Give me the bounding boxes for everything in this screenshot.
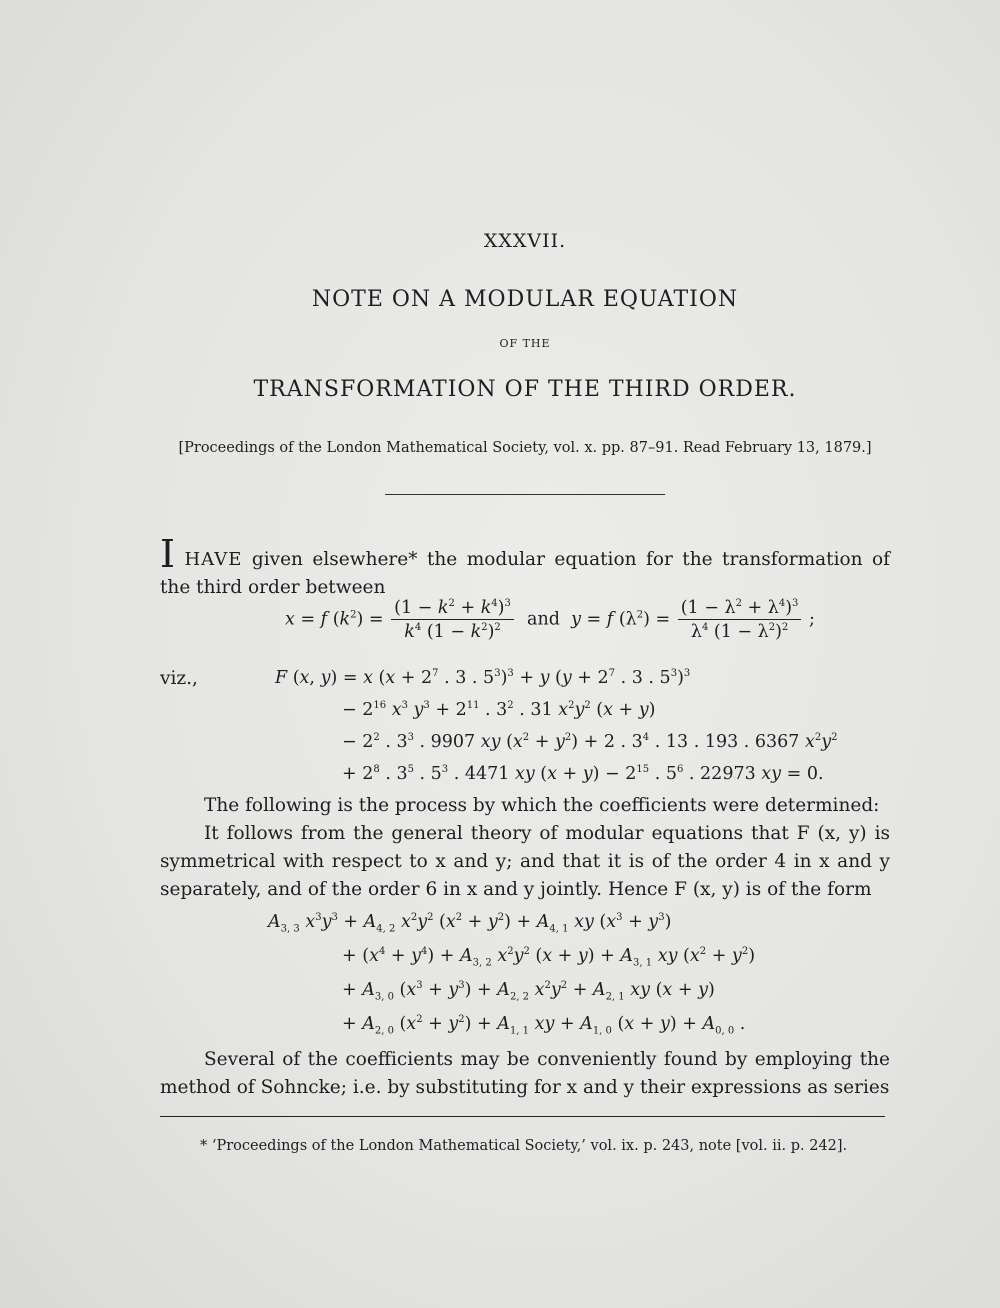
form-line4: + $A_{2, 0}$ $(x^2 + y^2) + A_{1, 1}$ xy + $A_{1, 0}$ $(x + y) + A_{0, 0}$ .: [342, 1014, 746, 1037]
intro-text: given elsewhere* the modular equation for the transformation of the third order between: [160, 549, 890, 598]
title-divider: [385, 494, 665, 495]
drop-initial: I: [160, 532, 176, 576]
paper-title-of-the: OF THE: [499, 337, 551, 350]
viz-label: viz.,: [160, 668, 198, 689]
paper-number: XXXVII.: [483, 230, 567, 252]
equation-F-line1: F (x, y) = x ($x + 2^7$ . 3 . $5^3)^3 + y$ ($y + 2^7$ . 3 . $5^3)^3$: [275, 668, 691, 688]
equation-F-line4: + $2^8$ . $3^5$ . $5^3$ . 4471 xy $(x + y) - 2^{15}$ . $5^6$ . 22973 xy = 0.: [342, 764, 824, 784]
paragraph-process: The following is the process by which the coefficients were determined:: [204, 795, 880, 816]
equation-x-y-definitions: x = f $(k^2)$ = $\frac{(1 - k^2 + k^4)^3}{k^4 (1 - k^2)^2}$ and y = f $(\lambda^2)$ = $\frac{(1 - \lambda^2 + \lambda^4)^3}{\lambda^4 (1 - \lambda^2)^2}$ ;: [285, 598, 815, 642]
footnote: * ‘Proceedings of the London Mathematical Society,’ vol. ix. p. 243, note [vol. ii. p. 242].: [200, 1138, 848, 1154]
paragraph-intro: [160, 532, 890, 602]
paper-title-line1: NOTE ON A MODULAR EQUATION: [311, 287, 739, 312]
form-line3: + $A_{3, 0}$ $(x^3 + y^3) + A_{2, 2}$ $x^2y^2 + A_{2, 1}$ xy (x + y): [342, 980, 715, 1003]
equation-F-line2: − $2^{16}$ $x^3$ $y^3 + 2^{11}$ . $3^2$ . 31 $x^2y^2$ (x + y): [342, 700, 656, 720]
and-word: and: [527, 609, 560, 630]
paragraph-symmetry: It follows from the general theory of modular equations that F (x, y) is symmetrical with respect to x and y; and that it is of the order 4 in x and y separately, and of the order 6 in x and y jointly. Hence F (x, y) is of the form: [160, 823, 890, 900]
form-line1: $A_{3, 3}$ $x^3y^3 + A_{4, 2}$ $x^2y^2$ $(x^2 + y^2) + A_{4, 1}$ xy $(x^3 + y^3)$: [268, 912, 672, 935]
equation-F-line3: − $2^2$ . $3^3$ . 9907 xy $(x^2 + y^2) + 2$ . $3^4$ . 13 . 193 . 6367 $x^2y^2$: [342, 732, 838, 752]
form-line2: + $(x^4 + y^4) + A_{3, 2}$ $x^2y^2$ $(x + y) + A_{3, 1}$ xy $(x^2 + y^2)$: [342, 946, 756, 969]
publication-reference: [Proceedings of the London Mathematical Society, vol. x. pp. 87–91. Read February 13, 1879.]: [178, 440, 872, 456]
paper-title-line2: TRANSFORMATION OF THE THIRD ORDER.: [253, 377, 797, 402]
paragraph-sohncke: Several of the coefficients may be conveniently found by employing the method of Sohncke; i.e. by substituting for x and y their expressions as series: [160, 1049, 890, 1098]
intro-caps-word: HAVE: [184, 549, 243, 570]
footnote-divider: [160, 1116, 885, 1117]
